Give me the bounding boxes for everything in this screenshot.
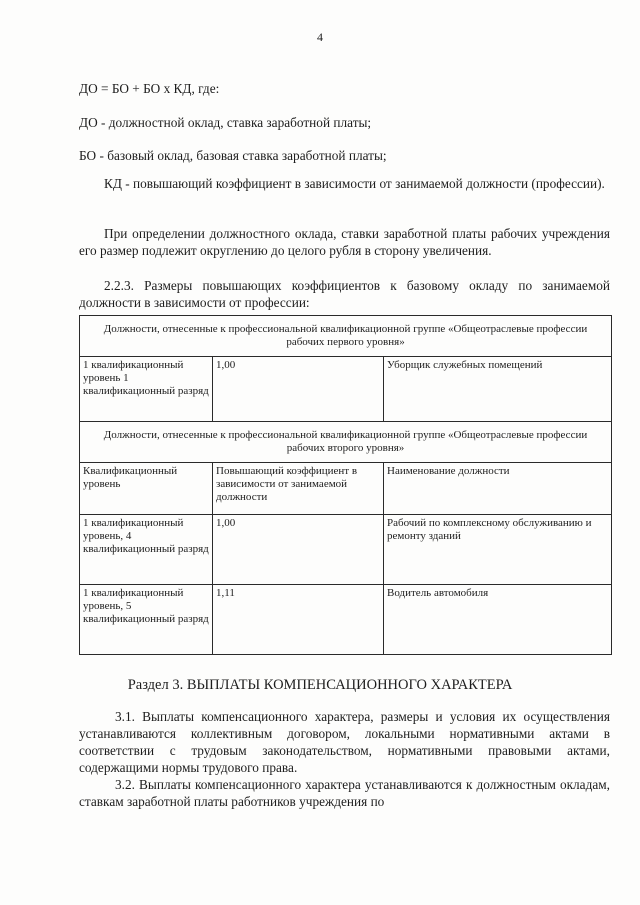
- table-row: [80, 515, 612, 585]
- group2-header-row: [80, 422, 612, 463]
- formula: ДО = БО + БО х КД, где:: [79, 81, 220, 96]
- qualification-table: [79, 315, 612, 655]
- coefficient-cell: 1,00: [213, 357, 384, 422]
- paragraph-3-1: 3.1. Выплаты компенсационного характера, размеры и условия их осуществления устанавливаются коллективным договором, локальными нормативными актами в соответствии с трудовым законодательством, нормативными правовыми актами, содержащими нормы трудового права.: [79, 709, 610, 775]
- position-cell: Уборщик служебных помещений: [384, 357, 612, 422]
- definition-do: ДО - должностной оклад, ставка заработной платы;: [79, 115, 372, 130]
- coefficient-cell: 1,00: [213, 515, 384, 585]
- level-cell: 1 квалификационный уровень 1 квалификационный разряд: [80, 357, 213, 422]
- definition-bo: БО - базовый оклад, базовая ставка заработной платы;: [79, 148, 387, 163]
- clause-2-2-3: 2.2.3. Размеры повышающих коэффициентов к базовому окладу по занимаемой должности в зависимости от профессии:: [79, 278, 610, 310]
- header-coefficient: Повышающий коэффициент в зависимости от занимаемой должности: [213, 463, 384, 515]
- group1-title: Должности, отнесенные к профессиональной квалификационной группе «Общеотраслевые профессии рабочих первого уровня»: [80, 316, 612, 357]
- position-cell: Рабочий по комплексному обслуживанию и ремонту зданий: [384, 515, 612, 585]
- level-cell: 1 квалификационный уровень, 5 квалификационный разряд: [80, 585, 213, 655]
- rounding-paragraph: При определении должностного оклада, ставки заработной платы рабочих учреждения его размер подлежит округлению до целого рубля в сторону увеличения.: [79, 226, 610, 258]
- table-row: [80, 585, 612, 655]
- paragraph-3-2: 3.2. Выплаты компенсационного характера устанавливаются к должностным окладам, ставкам заработной платы работников учреждения по: [79, 777, 610, 809]
- coefficient-cell: 1,11: [213, 585, 384, 655]
- page-number: 4: [317, 30, 323, 44]
- column-headers-row: [80, 463, 612, 515]
- header-level: Квалификационный уровень: [80, 463, 213, 515]
- table-row: [80, 357, 612, 422]
- header-position: Наименование должности: [384, 463, 612, 515]
- section-3-title: Раздел 3. ВЫПЛАТЫ КОМПЕНСАЦИОННОГО ХАРАКТЕРА: [127, 677, 513, 693]
- group2-title: Должности, отнесенные к профессиональной квалификационной группе «Общеотраслевые профессии рабочих второго уровня»: [80, 422, 612, 463]
- position-cell: Водитель автомобиля: [384, 585, 612, 655]
- definition-kd: КД - повышающий коэффициент в зависимости от занимаемой должности (профессии).: [104, 176, 605, 191]
- level-cell: 1 квалификационный уровень, 4 квалификационный разряд: [80, 515, 213, 585]
- group1-header-row: [80, 316, 612, 357]
